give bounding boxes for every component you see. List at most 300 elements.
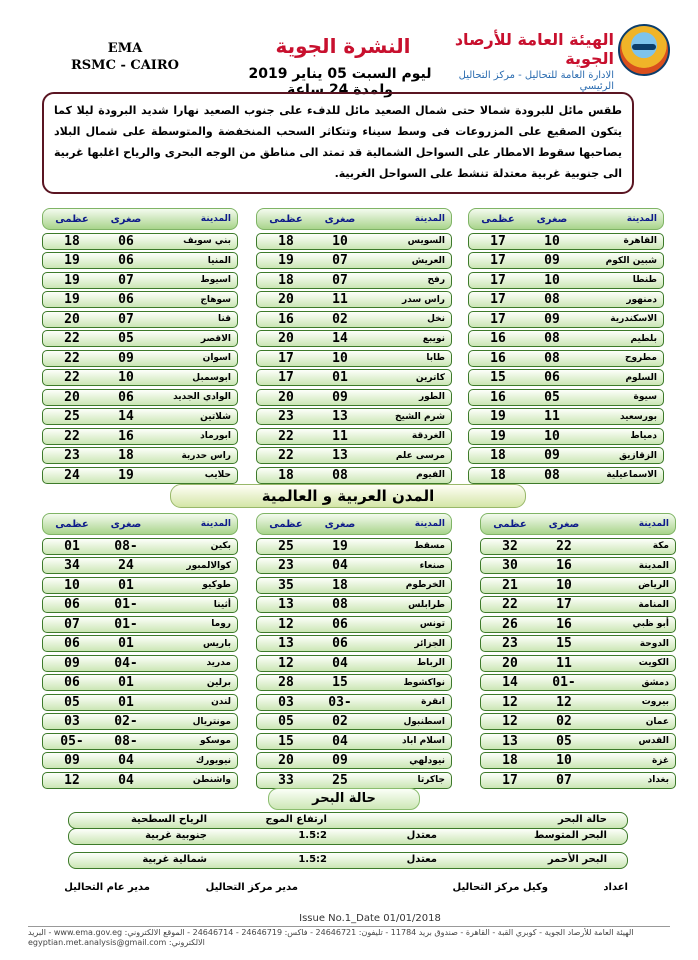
header-city: المدينة — [200, 519, 231, 529]
min-temp: 02 — [332, 311, 348, 327]
city-name: المنامة — [638, 599, 669, 610]
city-name: بلطيم — [630, 333, 657, 344]
min-temp: 11 — [556, 655, 572, 671]
table-row — [42, 389, 238, 406]
max-temp: 30 — [502, 558, 518, 573]
header-max: عظمى — [269, 518, 303, 530]
city-name: رفح — [427, 275, 445, 285]
min-temp: 01 — [118, 577, 134, 593]
city-name: أبو ظبي — [632, 619, 669, 629]
sea-name: البحر الأحمر — [547, 854, 607, 865]
min-temp: 10 — [118, 370, 134, 385]
min-temp: 13 — [332, 448, 348, 463]
min-temp: 16 — [556, 616, 572, 632]
city-name: عمان — [645, 716, 669, 727]
min-temp: 05 — [556, 733, 572, 749]
sea-row — [68, 852, 628, 869]
min-temp: 18 — [118, 448, 134, 463]
table-row — [42, 428, 238, 445]
ema-logo-icon — [618, 24, 670, 76]
city-name: الفيوم — [416, 470, 445, 480]
max-temp: 32 — [502, 538, 518, 554]
table-row — [468, 350, 664, 367]
min-temp: 10 — [332, 233, 348, 249]
city-name: نويبع — [422, 333, 445, 344]
city-name: اسلام اباد — [402, 736, 445, 746]
header-city: المدينة — [626, 214, 657, 224]
min-temp: 14 — [332, 331, 348, 346]
ema-label — [70, 40, 180, 74]
city-name: حلايب — [204, 470, 231, 480]
ema-line1: EMA — [107, 41, 143, 56]
max-temp: 19 — [64, 272, 80, 288]
table-row — [256, 233, 452, 250]
max-temp: 07 — [64, 616, 80, 632]
table-row — [42, 674, 238, 691]
table-row — [256, 447, 452, 464]
min-temp: 06 — [332, 616, 348, 632]
sea-header-row — [68, 812, 628, 829]
table-row — [256, 596, 452, 613]
min-temp: 06 — [118, 389, 134, 405]
min-temp: 22 — [556, 538, 572, 554]
table-row — [256, 694, 452, 711]
city-name: بيروت — [641, 697, 669, 707]
max-temp: 19 — [490, 409, 506, 424]
city-name: الاسماعيلية — [606, 470, 657, 480]
max-temp: 20 — [278, 389, 294, 405]
min-temp: -03 — [328, 694, 352, 710]
city-name: بورسعيد — [619, 411, 657, 422]
table-row — [42, 596, 238, 613]
city-name: اسيوط — [200, 275, 231, 285]
max-temp: 19 — [278, 253, 294, 268]
ema-line2: RSMC - CAIRO — [70, 58, 180, 73]
sea-wave: 1.5:2 — [298, 830, 327, 841]
max-temp: 20 — [278, 753, 294, 768]
city-name: كاترين — [415, 372, 445, 383]
max-temp: 16 — [490, 350, 506, 366]
min-temp: 08 — [332, 467, 348, 483]
max-temp: 12 — [278, 655, 294, 671]
world-cities-banner: المدن العربية و العالمية — [170, 484, 526, 508]
min-temp: 08 — [544, 350, 560, 366]
city-name: الاسكندرية — [610, 314, 657, 324]
city-name: الجزائر — [414, 638, 445, 649]
min-temp: 09 — [544, 311, 560, 327]
table-row — [256, 467, 452, 484]
header-city: المدينة — [638, 519, 669, 529]
table-row — [256, 428, 452, 445]
max-temp: 17 — [490, 292, 506, 307]
sea-state-title: حالة البحر — [268, 788, 420, 810]
table-row — [256, 408, 452, 425]
world_tables-table-1 — [256, 513, 452, 789]
min-temp: 11 — [332, 292, 348, 307]
city-name: شرم الشيخ — [395, 411, 445, 422]
table-row — [468, 233, 664, 250]
max-temp: 06 — [64, 636, 80, 651]
max-temp: 18 — [64, 233, 80, 249]
city-name: واشنطن — [192, 775, 231, 785]
header-min: صغرى — [324, 213, 356, 225]
max-temp: 22 — [64, 350, 80, 366]
header-max: عظمى — [55, 518, 89, 530]
table-row — [42, 772, 238, 789]
table-row — [256, 389, 452, 406]
table-row — [480, 674, 676, 691]
max-temp: 17 — [490, 272, 506, 288]
city-name: الكويت — [638, 658, 669, 668]
header-min: صغرى — [110, 213, 142, 225]
min-temp: 18 — [332, 577, 348, 593]
min-temp: 07 — [556, 772, 572, 788]
city-name: السلوم — [625, 372, 657, 383]
table-row — [42, 311, 238, 328]
max-temp: 09 — [64, 753, 80, 768]
table-row — [256, 674, 452, 691]
max-temp: 23 — [278, 558, 294, 573]
header-max: عظمى — [55, 213, 89, 225]
city-name: موسكو — [200, 736, 231, 746]
min-temp: 24 — [118, 558, 134, 573]
min-temp: 14 — [118, 409, 134, 424]
header-city: المدينة — [200, 214, 231, 224]
city-name: مونتريال — [192, 716, 231, 727]
city-name: الطور — [418, 392, 445, 402]
max-temp: 20 — [278, 331, 294, 346]
table-row — [256, 291, 452, 308]
max-temp: 21 — [502, 577, 518, 593]
city-name: تونس — [419, 619, 445, 629]
max-temp: 06 — [64, 675, 80, 690]
max-temp: 22 — [64, 331, 80, 346]
min-temp: -01 — [114, 597, 138, 612]
max-temp: 10 — [64, 577, 80, 593]
header-max: عظمى — [493, 518, 527, 530]
min-temp: 16 — [118, 428, 134, 444]
max-temp: 26 — [502, 616, 518, 632]
city-name: القاهرة — [623, 236, 657, 246]
max-temp: 33 — [278, 772, 294, 788]
sea-state: معتدل — [406, 854, 437, 865]
city-name: باريس — [202, 638, 231, 649]
table-row — [480, 772, 676, 789]
table-row — [468, 330, 664, 347]
table-row — [42, 291, 238, 308]
max-temp: 12 — [502, 694, 518, 710]
table-row — [480, 557, 676, 574]
min-temp: 07 — [332, 253, 348, 268]
sea-header-wave: ارتفاع الموج — [265, 814, 327, 825]
table-header — [468, 208, 664, 230]
table-row — [480, 635, 676, 652]
max-temp: 18 — [278, 233, 294, 249]
city-name: قنا — [218, 314, 231, 324]
max-temp: 18 — [502, 753, 518, 768]
table-header — [42, 513, 238, 535]
table-row — [256, 330, 452, 347]
bulletin-date: ليوم السبت 05 يناير 2019 ولمدة 24 ساعة — [248, 66, 432, 98]
max-temp: 18 — [278, 467, 294, 483]
sea-wind: شمالية غربية — [142, 854, 207, 865]
max-temp: 35 — [278, 577, 294, 593]
max-temp: 05 — [64, 694, 80, 710]
sea-row — [68, 828, 628, 845]
header-min: صغرى — [536, 213, 568, 225]
table-row — [256, 733, 452, 750]
table-row — [256, 252, 452, 269]
max-temp: 05 — [278, 714, 294, 729]
min-temp: 11 — [332, 428, 348, 444]
footer-contact: الهيئة العامة للأرصاد الجوية - كوبري القبة - القاهرة - صندوق بريد 11784 - تليفون: 24646721 - فاكس: 24646719 - 24646714 - الموقع الالكتروني: www.ema.gov.eg - البريد الالكتروني: egyptian.met.analysis@gmail.com — [28, 928, 634, 947]
city-name: الرباط — [416, 658, 445, 668]
table-row — [468, 428, 664, 445]
min-temp: 04 — [118, 753, 134, 768]
min-temp: 07 — [118, 272, 134, 288]
table-row — [256, 577, 452, 594]
table-row — [42, 655, 238, 672]
min-temp: 19 — [118, 467, 134, 483]
table-row — [42, 538, 238, 555]
max-temp: 17 — [490, 233, 506, 249]
egypt_tables-table-2 — [42, 208, 238, 484]
city-name: انقرة — [421, 697, 445, 707]
weather-summary: طقس مائل للبرودة شمالا حتى شمال الصعيد مائل للدفء على جنوب الصعيد نهارا شديد البرودة ليلا كما يتكون الصقيع على المزروعات فى وسط سيناء وتتكاثر السحب المنخفضة والمتوسطة على شمال البلاد يصاحبها سقوط الامطار على السواحل الشمالية قد تمتد الى مناطق من الوجه البحرى والرياح اغلبها غربية الى جنوبية غربية معتدلة تنشط على السواحل الغربية. — [42, 92, 634, 194]
egypt_tables-table-0 — [468, 208, 664, 484]
city-name: طرابلس — [408, 599, 445, 610]
issue-number: Issue No.1_Date 01/01/2018 — [299, 913, 441, 924]
table-row — [256, 772, 452, 789]
table-row — [468, 272, 664, 289]
table-row — [468, 369, 664, 386]
min-temp: 10 — [544, 233, 560, 249]
header-min: صغرى — [548, 518, 580, 530]
table-row — [42, 616, 238, 633]
min-temp: 10 — [556, 577, 572, 593]
sign-director: مدير مركز التحاليل — [205, 882, 298, 893]
city-name: الرياض — [638, 580, 669, 590]
table-row — [468, 311, 664, 328]
min-temp: 04 — [332, 733, 348, 749]
table-row — [256, 538, 452, 555]
max-temp: 19 — [490, 428, 506, 444]
max-temp: 23 — [64, 448, 80, 463]
max-temp: 16 — [278, 311, 294, 327]
max-temp: 22 — [278, 448, 294, 463]
city-name: اسطنبول — [403, 716, 445, 727]
max-temp: 23 — [278, 409, 294, 424]
min-temp: 17 — [556, 597, 572, 612]
table-row — [468, 252, 664, 269]
city-name: طنطا — [632, 275, 657, 285]
min-temp: -08 — [114, 733, 138, 749]
max-temp: 09 — [64, 655, 80, 671]
city-name: طوكيو — [202, 580, 231, 590]
max-temp: 12 — [64, 772, 80, 788]
max-temp: 15 — [490, 370, 506, 385]
city-name: الاقصر — [200, 333, 231, 344]
min-temp: 04 — [332, 655, 348, 671]
city-name: دمنهور — [626, 294, 657, 305]
max-temp: 25 — [278, 538, 294, 554]
org-name: الهيئة العامة للأرصاد الجوية — [454, 30, 614, 68]
table-row — [480, 538, 676, 555]
min-temp: 15 — [556, 636, 572, 651]
min-temp: 04 — [118, 772, 134, 788]
city-name: القدس — [638, 736, 669, 746]
min-temp: 01 — [118, 694, 134, 710]
min-temp: 16 — [556, 558, 572, 573]
sea-wave: 1.5:2 — [298, 854, 327, 865]
header-min: صغرى — [324, 518, 356, 530]
city-name: جاكرتا — [417, 775, 445, 785]
min-temp: 07 — [332, 272, 348, 288]
min-temp: 09 — [544, 253, 560, 268]
city-name: نيودلهي — [409, 755, 445, 766]
min-temp: 04 — [332, 558, 348, 573]
egypt_tables-table-1 — [256, 208, 452, 484]
min-temp: 13 — [332, 409, 348, 424]
table-row — [480, 713, 676, 730]
org-header — [434, 30, 614, 92]
min-temp: 05 — [544, 389, 560, 405]
footer-divider — [28, 926, 670, 927]
table-header — [480, 513, 676, 535]
sea-name: البحر المتوسط — [534, 830, 607, 841]
max-temp: 03 — [64, 714, 80, 729]
city-name: اسوان — [202, 353, 231, 363]
table-row — [256, 752, 452, 769]
sea-header-state: حالة البحر — [558, 814, 607, 825]
min-temp: -01 — [114, 616, 138, 632]
table-row — [42, 369, 238, 386]
max-temp: 16 — [490, 389, 506, 405]
min-temp: 25 — [332, 772, 348, 788]
min-temp: 08 — [544, 331, 560, 346]
city-name: بغداد — [647, 775, 669, 785]
table-row — [256, 616, 452, 633]
city-name: سوهاج — [200, 294, 231, 305]
table-row — [256, 369, 452, 386]
city-name: مكة — [652, 541, 669, 551]
min-temp: 09 — [332, 389, 348, 405]
min-temp: -02 — [114, 714, 138, 729]
max-temp: 17 — [502, 772, 518, 788]
city-name: المدينة — [638, 560, 669, 571]
sea-state: معتدل — [406, 830, 437, 841]
min-temp: -01 — [552, 675, 576, 690]
max-temp: 34 — [64, 558, 80, 573]
min-temp: 09 — [118, 350, 134, 366]
table-row — [42, 557, 238, 574]
max-temp: 22 — [278, 428, 294, 444]
table-row — [42, 694, 238, 711]
max-temp: 24 — [64, 467, 80, 483]
min-temp: 10 — [332, 350, 348, 366]
max-temp: 14 — [502, 675, 518, 690]
min-temp: 07 — [118, 311, 134, 327]
city-name: راس حدربة — [181, 450, 231, 461]
header-city: المدينة — [414, 214, 445, 224]
max-temp: 18 — [490, 448, 506, 463]
max-temp: 17 — [490, 253, 506, 268]
city-name: الوادي الجديد — [173, 392, 231, 402]
min-temp: 08 — [544, 467, 560, 483]
city-name: مسقط — [414, 541, 445, 551]
city-name: شبين الكوم — [605, 255, 657, 266]
min-temp: 15 — [332, 675, 348, 690]
table-row — [480, 655, 676, 672]
min-temp: 01 — [118, 675, 134, 690]
max-temp: 18 — [490, 467, 506, 483]
table-header — [256, 513, 452, 535]
table-row — [42, 713, 238, 730]
table-row — [42, 330, 238, 347]
min-temp: 01 — [332, 370, 348, 385]
max-temp: 03 — [278, 694, 294, 710]
header-min: صغرى — [110, 518, 142, 530]
max-temp: 23 — [502, 636, 518, 651]
city-name: دمشق — [641, 677, 669, 688]
sign-prepared: اعداد — [603, 882, 628, 893]
table-row — [256, 655, 452, 672]
city-name: بكين — [210, 541, 231, 551]
table-row — [42, 447, 238, 464]
city-name: راس سدر — [401, 294, 445, 305]
city-name: غزة — [651, 755, 669, 766]
city-name: بني سويف — [183, 236, 231, 246]
city-name: الغردقة — [411, 431, 445, 441]
min-temp: 05 — [118, 331, 134, 346]
min-temp: 19 — [332, 538, 348, 554]
max-temp: 16 — [490, 331, 506, 346]
min-temp: -08 — [114, 538, 138, 554]
sign-general: مدير عام التحاليل — [64, 882, 150, 893]
table-row — [480, 596, 676, 613]
header-max: عظمى — [269, 213, 303, 225]
table-row — [480, 577, 676, 594]
table-header — [256, 208, 452, 230]
max-temp: 13 — [502, 733, 518, 749]
table-row — [256, 272, 452, 289]
city-name: دمياط — [630, 431, 657, 441]
table-row — [42, 467, 238, 484]
city-name: نخل — [427, 314, 445, 324]
table-row — [256, 311, 452, 328]
table-row — [42, 252, 238, 269]
max-temp: 22 — [64, 428, 80, 444]
table-header — [42, 208, 238, 230]
min-temp: -04 — [114, 655, 138, 671]
table-row — [42, 408, 238, 425]
max-temp: 01 — [64, 538, 80, 554]
max-temp: 15 — [278, 733, 294, 749]
min-temp: 09 — [544, 448, 560, 463]
world_tables-table-0 — [480, 513, 676, 789]
max-temp: 12 — [502, 714, 518, 729]
max-temp: 20 — [64, 389, 80, 405]
table-row — [42, 752, 238, 769]
table-row — [256, 350, 452, 367]
table-row — [468, 447, 664, 464]
max-temp: 20 — [502, 655, 518, 671]
table-row — [42, 233, 238, 250]
max-temp: 22 — [502, 597, 518, 612]
min-temp: 10 — [556, 753, 572, 768]
table-row — [42, 635, 238, 652]
city-name: نيويورك — [195, 755, 231, 766]
